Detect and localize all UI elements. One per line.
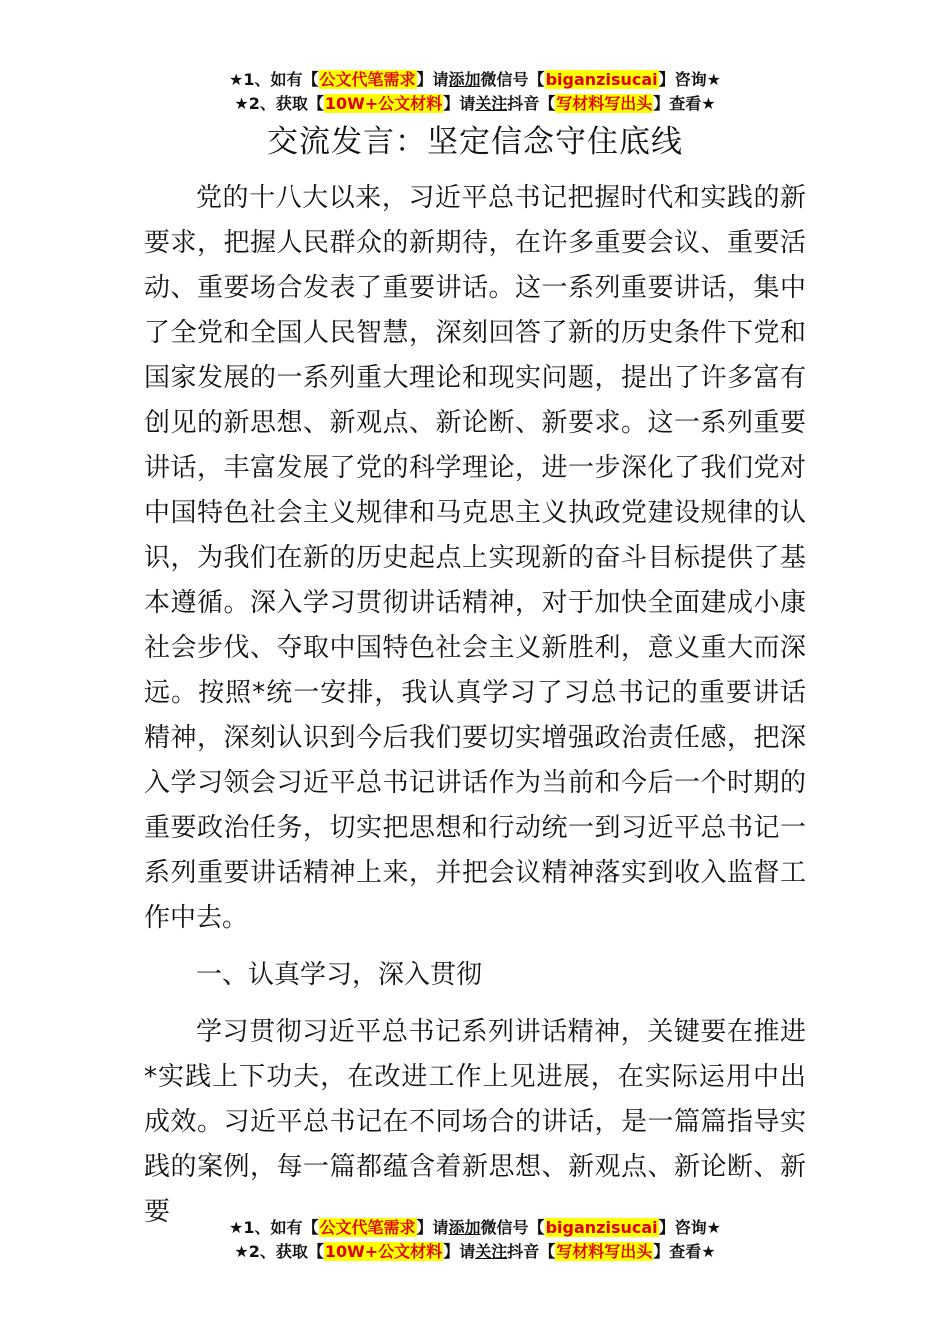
highlight-materials: 10W+公文材料: [324, 94, 443, 113]
banner-line-2: ★2、获取【10W+公文材料】请关注抖音【写材料写出头】查看★: [234, 1242, 716, 1261]
highlight-wechat-id: biganzisucai: [545, 70, 658, 89]
paragraph-section-1: 学习贯彻习近平总书记系列讲话精神，关键要在推进*实践上下功夫，在改进工作上见进展，在实际运用中出成效。习近平总书记在不同场合的讲话，是一篇篇指导实践的案例，每一篇都蕴含着新思想、新观点、新论断、新要: [144, 1017, 806, 1227]
highlight-service: 公文代笔需求: [319, 1218, 416, 1237]
highlight-wechat-id: biganzisucai: [545, 1218, 658, 1237]
paragraph-intro: 党的十八大以来，习近平总书记把握时代和实践的新要求，把握人民群众的新期待，在许多重要会议、重要活动、重要场合发表了重要讲话。这一系列重要讲话，集中了全党和全国人民智慧，深刻回答了新的历史条件下党和国家发展的一系列重大理论和现实问题，提出了许多富有创见的新思想、新观点、新论断、新要求。这一系列重要讲话，丰富发展了党的科学理论，进一步深化了我们党对中国特色社会主义规律和马克思主义执政党建设规律的认识，为我们在新的历史起点上实现新的奋斗目标提供了基本遵循。深入学习贯彻讲话精神，对于加快全面建成小康社会步伐、夺取中国特色社会主义新胜利，意义重大而深远。按照*统一安排，我认真学习了习总书记的重要讲话精神，深刻认识到今后我们要切实增强政治责任感，把深入学习领会习近平总书记讲话作为当前和今后一个时期的重要政治任务，切实把思想和行动统一到习近平总书记一系列重要讲话精神上来，并把会议精神落实到收入监督工作中去。: [144, 183, 806, 933]
underline-follow: 关注: [475, 94, 508, 113]
underline-follow: 关注: [475, 1242, 508, 1261]
highlight-service: 公文代笔需求: [319, 70, 416, 89]
document-title: 交流发言：坚定信念守住底线: [267, 124, 683, 160]
banner-line-1: ★1、如有【公文代笔需求】请添加微信号【biganzisucai】咨询★: [229, 70, 721, 89]
underline-add: 添加: [448, 70, 481, 89]
banner-line-2: ★2、获取【10W+公文材料】请关注抖音【写材料写出头】查看★: [234, 94, 716, 113]
underline-add: 添加: [448, 1218, 481, 1237]
highlight-douyin-id: 写材料写出头: [556, 1242, 653, 1261]
footer-banner: [0, 1216, 950, 1264]
highlight-materials: 10W+公文材料: [324, 1242, 443, 1261]
banner-line-1: ★1、如有【公文代笔需求】请添加微信号【biganzisucai】咨询★: [229, 1218, 721, 1237]
section-heading-1: 一、认真学习，深入贯彻: [196, 960, 483, 990]
header-banner: [0, 68, 950, 116]
highlight-douyin-id: 写材料写出头: [556, 94, 653, 113]
document-body: [144, 176, 806, 1235]
